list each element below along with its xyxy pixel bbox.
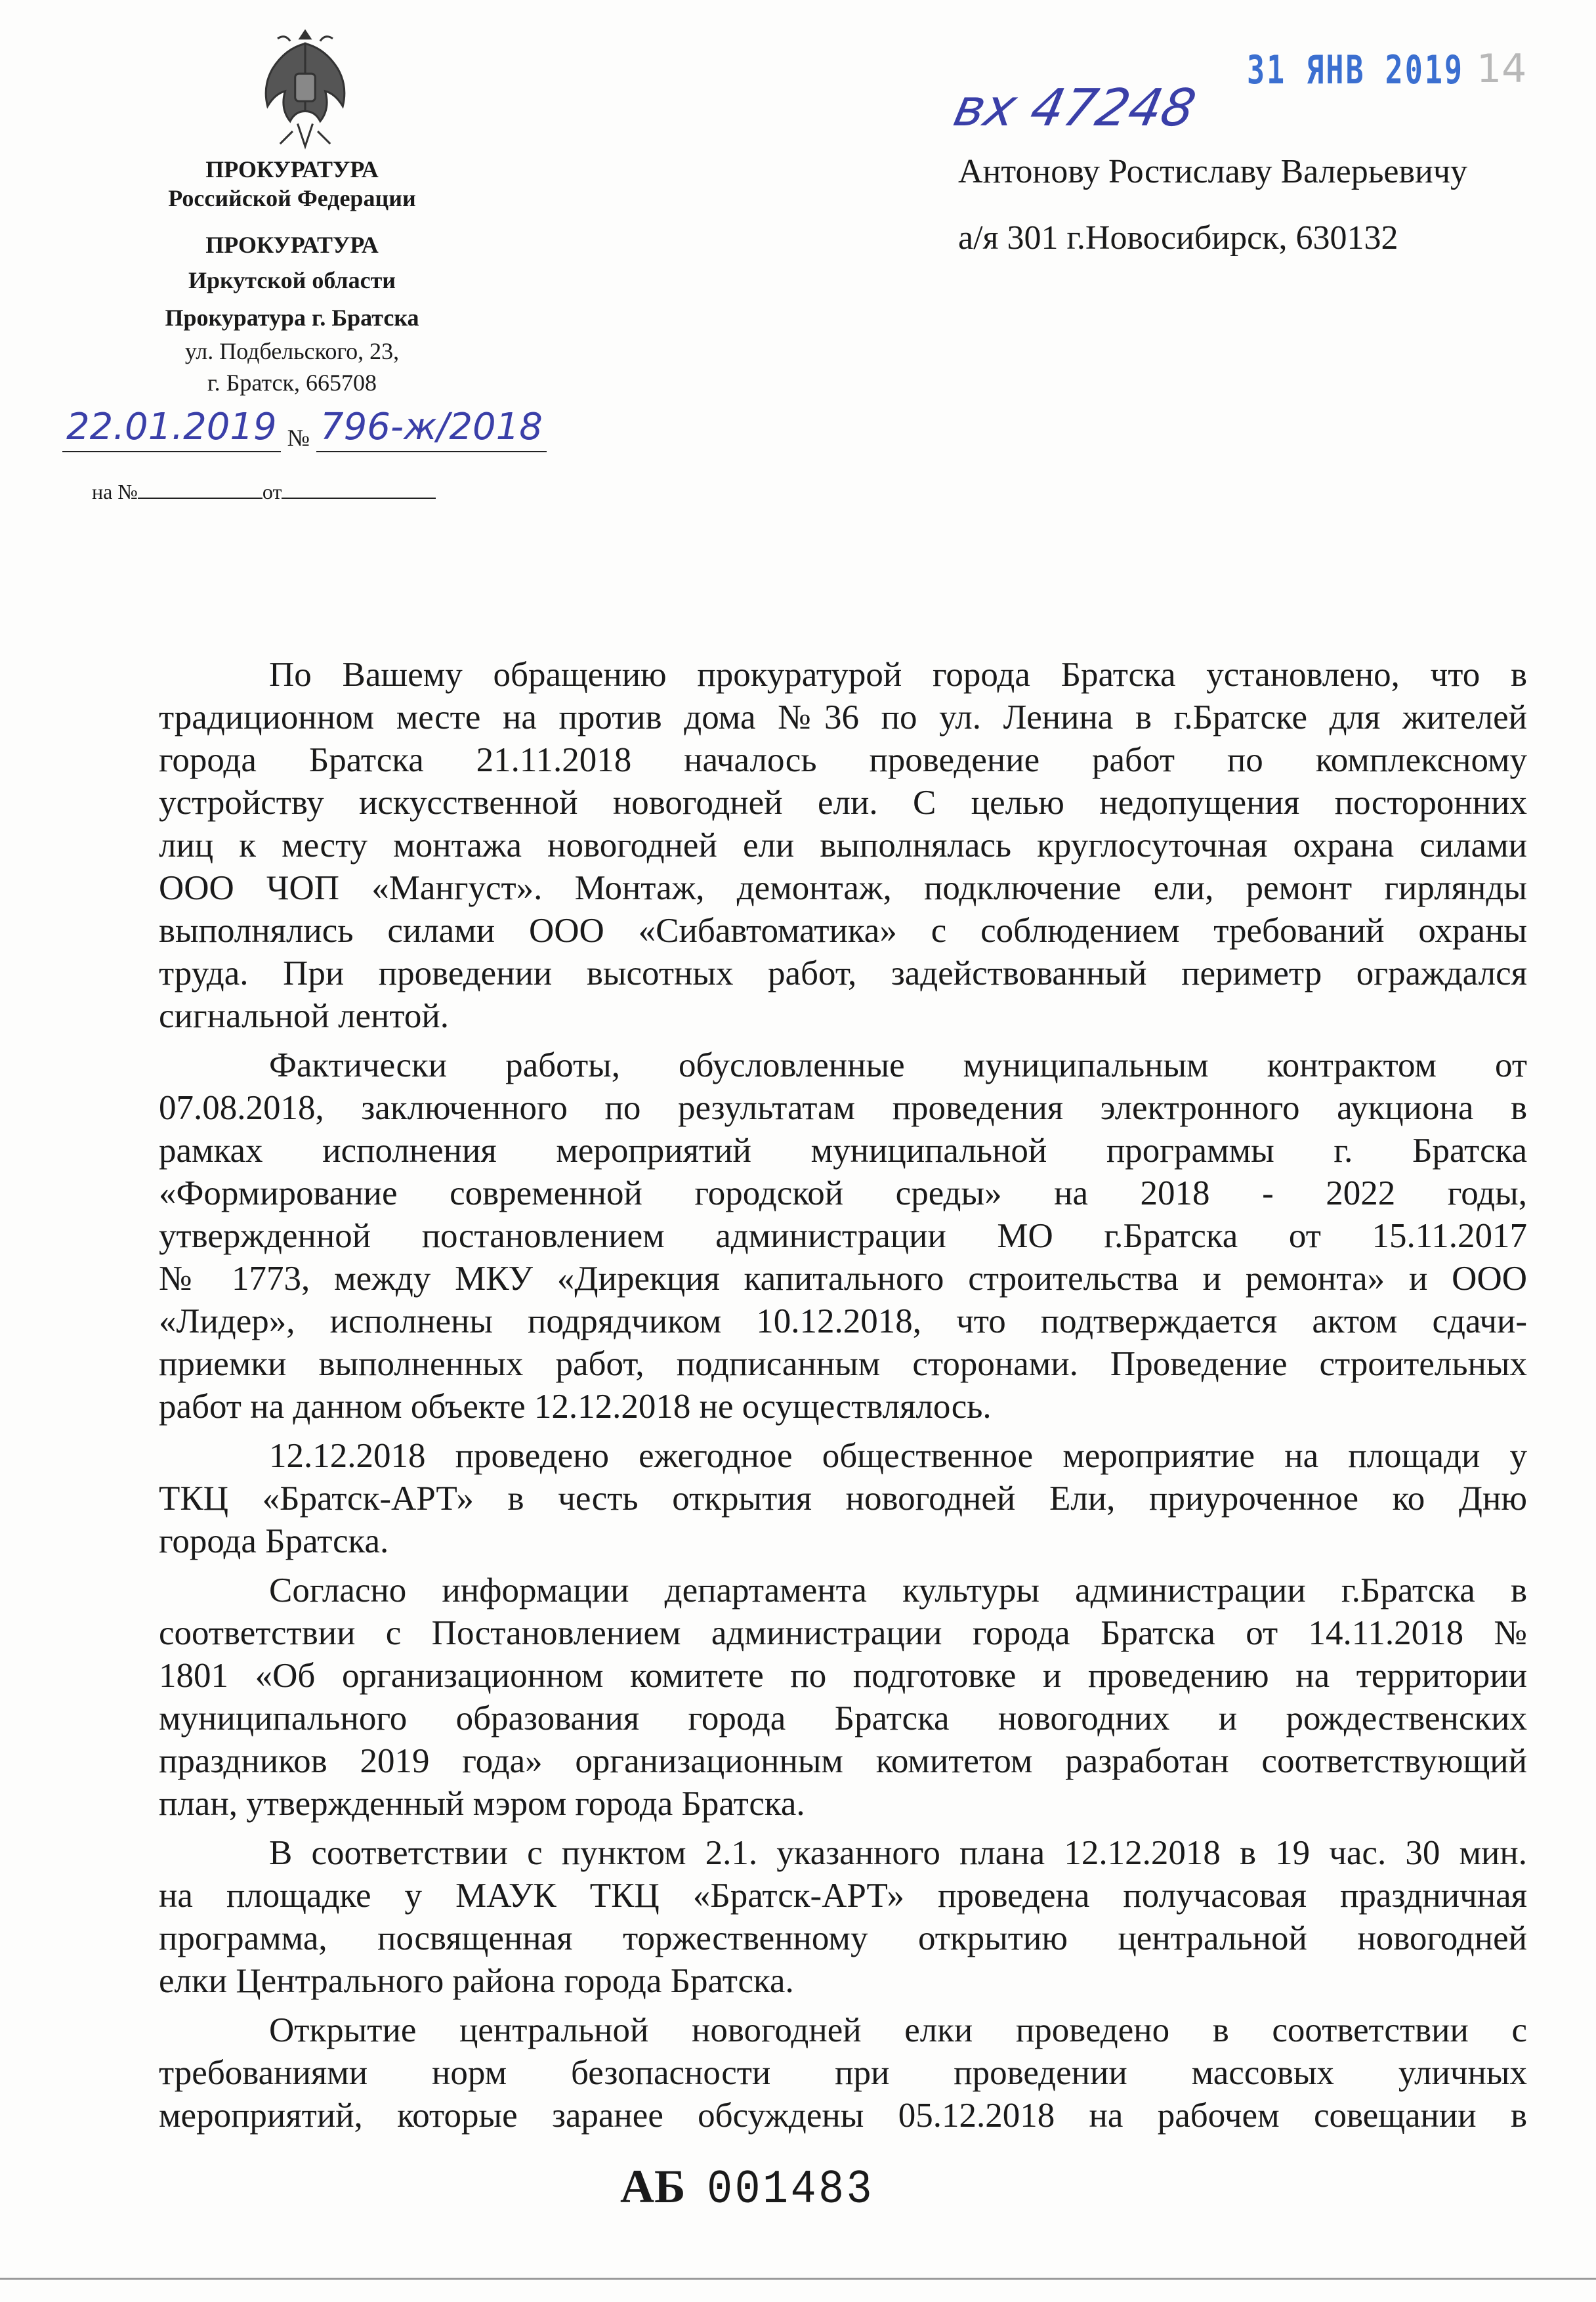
ref-number-label: на №	[92, 480, 138, 503]
paragraph-line: мероприятий, которые заранее обсуждены 05.12.2018 на рабочем совещании в	[159, 2097, 1527, 2135]
paragraph-line: муниципального образования города Братска новогодних и рождественских	[159, 1699, 1527, 1737]
form-serial-number	[620, 2160, 883, 2217]
body-paragraph	[159, 1044, 1527, 1428]
paragraph-line: сигнальной лентой.	[159, 997, 449, 1035]
body-paragraph	[159, 1435, 1527, 1563]
incoming-number-handwritten: вх 47248	[948, 79, 1201, 138]
paragraph-line: утвержденной постановлением администрации МО г.Братска от 15.11.2017	[159, 1217, 1527, 1255]
paragraph-line: № 1773, между МКУ «Дирекция капитального строительства и ремонта» и ООО	[159, 1260, 1527, 1298]
letterhead-city: г. Братск, 665708	[207, 370, 377, 396]
body-paragraph	[159, 2009, 1527, 2137]
paragraph-line: Согласно информации департамента культуры администрации г.Братска в	[269, 1571, 1527, 1609]
letterhead-regional-title: ПРОКУРАТУРА	[205, 232, 379, 258]
body-paragraph	[159, 1832, 1527, 2003]
letterhead-region: Иркутской области	[188, 267, 396, 293]
paragraph-line: города Братска.	[159, 1522, 389, 1560]
paragraph-line: 12.12.2018 проведено ежегодное общественное мероприятие на площади у	[269, 1437, 1527, 1475]
paragraph-line: Открытие центральной новогодней елки проведено в соответствии с	[269, 2011, 1527, 2049]
addressee-name: Антонову Ростиславу Валерьевичу	[958, 153, 1468, 190]
paragraph-line: на площадке у МАУК ТКЦ «Братск-АРТ» проведена получасовая праздничная	[159, 1877, 1527, 1915]
paragraph-line: работ на данном объекте 12.12.2018 не осуществлялось.	[159, 1388, 992, 1426]
pencil-mark: 14	[1477, 46, 1527, 92]
addressee-address: а/я 301 г.Новосибирск, 630132	[958, 219, 1398, 257]
paragraph-line: традиционном месте на против дома №36 по ул. Ленина в г.Братске для жителей	[159, 698, 1527, 736]
letterhead-street: ул. Подбельского, 23,	[184, 338, 400, 364]
letterhead-org-title: ПРОКУРАТУРА	[205, 156, 379, 182]
paragraph-line: города Братска 21.11.2018 началось проведение работ по комплексному	[159, 741, 1527, 779]
paragraph-line: 07.08.2018, заключенного по результатам проведения электронного аукциона в	[159, 1089, 1527, 1127]
letterhead-org-subtitle: Российской Федерации	[168, 185, 416, 211]
paragraph-line: «Формирование современной городской среды» на 2018 - 2022 годы,	[159, 1174, 1527, 1212]
page-edge	[0, 2278, 1596, 2280]
paragraph-line: праздников 2019 года» организационным комитетом разработан соответствующий	[159, 1742, 1527, 1780]
form-series: АБ	[620, 2160, 686, 2213]
paragraph-line: лиц к месту монтажа новогодней ели выполнялась круглосуточная охрана силами	[159, 826, 1527, 864]
paragraph-line: устройству искусственной новогодней ели. С целью недопущения посторонних	[159, 784, 1527, 822]
paragraph-line: 1801 «Об организационном комитете по подготовке и проведению на территории	[159, 1657, 1527, 1695]
paragraph-line: «Лидер», исполнены подрядчиком 10.12.2018, что подтверждается актом сдачи-	[159, 1302, 1527, 1340]
outgoing-number-line	[62, 404, 547, 452]
paragraph-line: рамках исполнения мероприятий муниципальной программы г. Братска	[159, 1132, 1527, 1170]
number-sign: №	[287, 425, 310, 451]
letter-body	[159, 654, 1527, 2144]
paragraph-line: соответствии с Постановлением администрации города Братска от 14.11.2018 №	[159, 1614, 1527, 1652]
paragraph-line: елки Центрального района города Братска.	[159, 1962, 794, 2000]
outgoing-number-handwritten: 796-ж/2018	[316, 404, 547, 452]
body-paragraph	[159, 654, 1527, 1038]
body-paragraph	[159, 1569, 1527, 1825]
paragraph-line: Фактически работы, обусловленные муниципальным контрактом от	[269, 1046, 1527, 1084]
reference-line	[92, 479, 436, 504]
form-number: 001483	[706, 2163, 874, 2217]
paragraph-line: требованиями норм безопасности при проведении массовых уличных	[159, 2054, 1527, 2092]
paragraph-line: приемки выполненных работ, подписанным сторонами. Проведение строительных	[159, 1345, 1527, 1383]
received-date-stamp: 31 ЯНВ 2019	[1247, 47, 1465, 93]
paragraph-line: план, утвержденный мэром города Братска.	[159, 1785, 805, 1823]
paragraph-line: ООО ЧОП «Мангуст». Монтаж, демонтаж, подключение ели, ремонт гирлянды	[159, 869, 1527, 907]
letterhead-city-office: Прокуратура г. Братска	[165, 305, 419, 331]
ref-from-label: от	[262, 480, 282, 503]
paragraph-line: выполнялись силами ООО «Сибавтоматика» с соблюдением требований охраны	[159, 912, 1527, 950]
paragraph-line: программа, посвященная торжественному открытию центральной новогодней	[159, 1919, 1527, 1957]
outgoing-date-handwritten: 22.01.2019	[62, 404, 281, 452]
coat-of-arms-icon	[240, 21, 371, 159]
paragraph-line: труда. При проведении высотных работ, задействованный периметр ограждался	[159, 954, 1527, 992]
paragraph-line: ТКЦ «Братск-АРТ» в честь открытия новогодней Ели, приуроченное ко Дню	[159, 1480, 1527, 1518]
paragraph-line: В соответствии с пунктом 2.1. указанного плана 12.12.2018 в 19 час. 30 мин.	[269, 1834, 1527, 1872]
paragraph-line: По Вашему обращению прокуратурой города Братска установлено, что в	[269, 656, 1527, 694]
